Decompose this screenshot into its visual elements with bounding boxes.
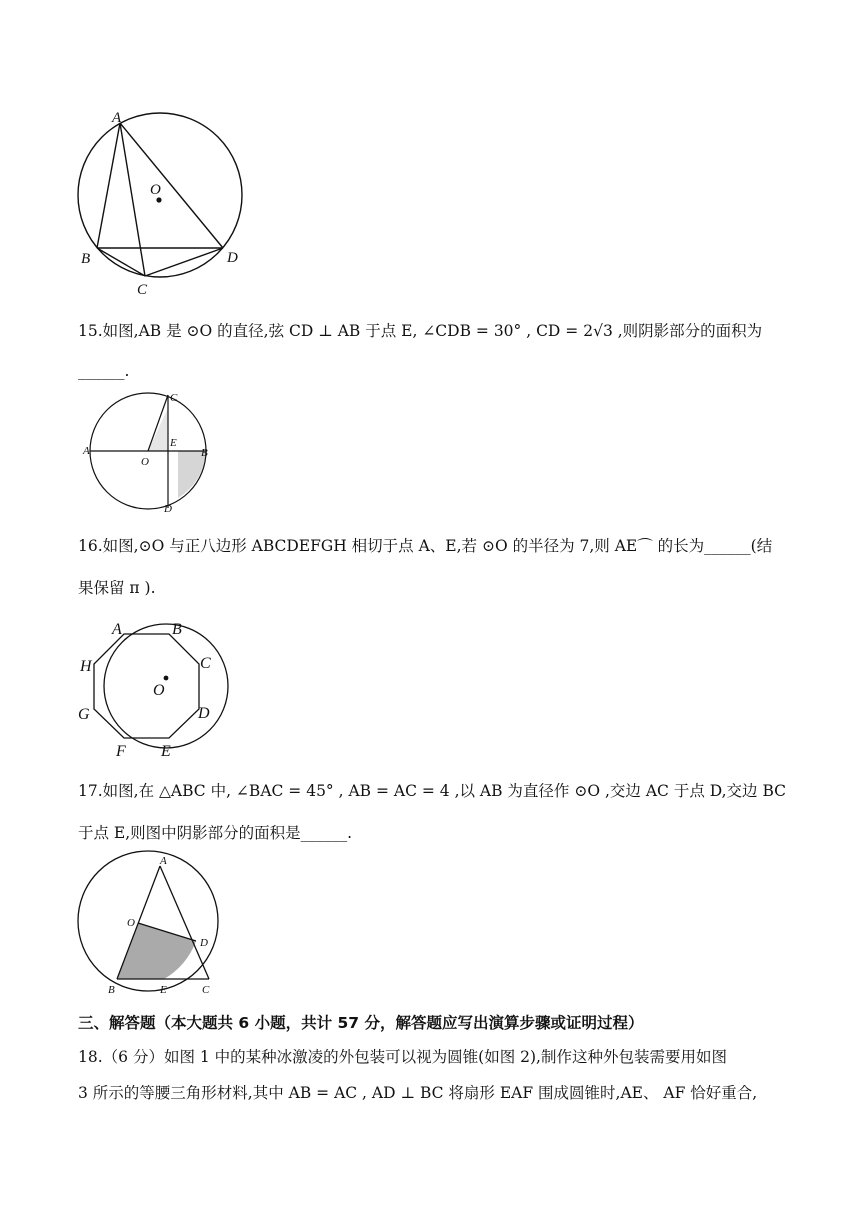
figure-q14 xyxy=(70,110,260,300)
label-o: O xyxy=(127,917,135,929)
question-18-line-2: 3 所示的等腰三角形材料,其中 AB = AC , AD ⊥ BC 将扇形 EAF 围成圆锥时,AE、 AF 恰好重合, xyxy=(78,1084,758,1102)
label-c: C xyxy=(200,655,211,672)
label-b: B xyxy=(172,621,182,638)
label-d: D xyxy=(227,250,238,266)
label-d: D xyxy=(198,705,210,722)
question-16-line-1: 16.如图,⊙O 与正八边形 ABCDEFGH 相切于点 A、E,若 ⊙O 的半径为 7,则 AE⌒ 的长为______(结 xyxy=(78,537,773,555)
label-b: B xyxy=(201,447,208,459)
label-e: E xyxy=(160,984,167,996)
label-f: F xyxy=(116,743,126,760)
label-a: A xyxy=(112,110,122,126)
label-e: E xyxy=(161,743,171,760)
figure-q16 xyxy=(72,616,242,761)
label-c: C xyxy=(202,984,210,996)
label-g: G xyxy=(78,706,90,723)
label-a: A xyxy=(83,445,90,457)
label-h: H xyxy=(80,658,92,675)
figure-q15 xyxy=(80,388,220,518)
label-o: O xyxy=(141,456,149,468)
label-d: D xyxy=(164,503,172,515)
question-18-line-1: 18.（6 分）如图 1 中的某种冰激凌的外包装可以视为圆锥(如图 2),制作这种外包装需要用如图 xyxy=(78,1048,727,1066)
label-b: B xyxy=(81,251,91,267)
figure-q17 xyxy=(72,850,232,1000)
label-c: C xyxy=(170,392,178,404)
label-c: C xyxy=(137,282,148,298)
question-17-line-2: 于点 E,则图中阴影部分的面积是______. xyxy=(78,824,353,842)
section-3-title: 三、解答题（本大题共 6 小题，共计 57 分，解答题应写出演算步骤或证明过程） xyxy=(78,1014,644,1032)
question-15-line-2: ______. xyxy=(78,362,130,380)
label-b: B xyxy=(108,984,115,996)
question-15-line-1: 15.如图,AB 是 ⊙O 的直径,弦 CD ⊥ AB 于点 E, ∠CDB = 30° , CD = 2√3 ,则阴影部分的面积为 xyxy=(78,322,763,340)
label-o: O xyxy=(150,182,161,198)
label-a: A xyxy=(112,621,122,638)
label-e: E xyxy=(170,437,177,449)
label-a: A xyxy=(160,855,167,867)
question-16-line-2: 果保留 π ). xyxy=(78,579,156,597)
question-17-line-1: 17.如图,在 △ABC 中, ∠BAC = 45° , AB = AC = 4 ,以 AB 为直径作 ⊙O ,交边 AC 于点 D,交边 BC xyxy=(78,782,787,800)
label-d: D xyxy=(200,937,208,949)
label-o: O xyxy=(153,682,165,699)
